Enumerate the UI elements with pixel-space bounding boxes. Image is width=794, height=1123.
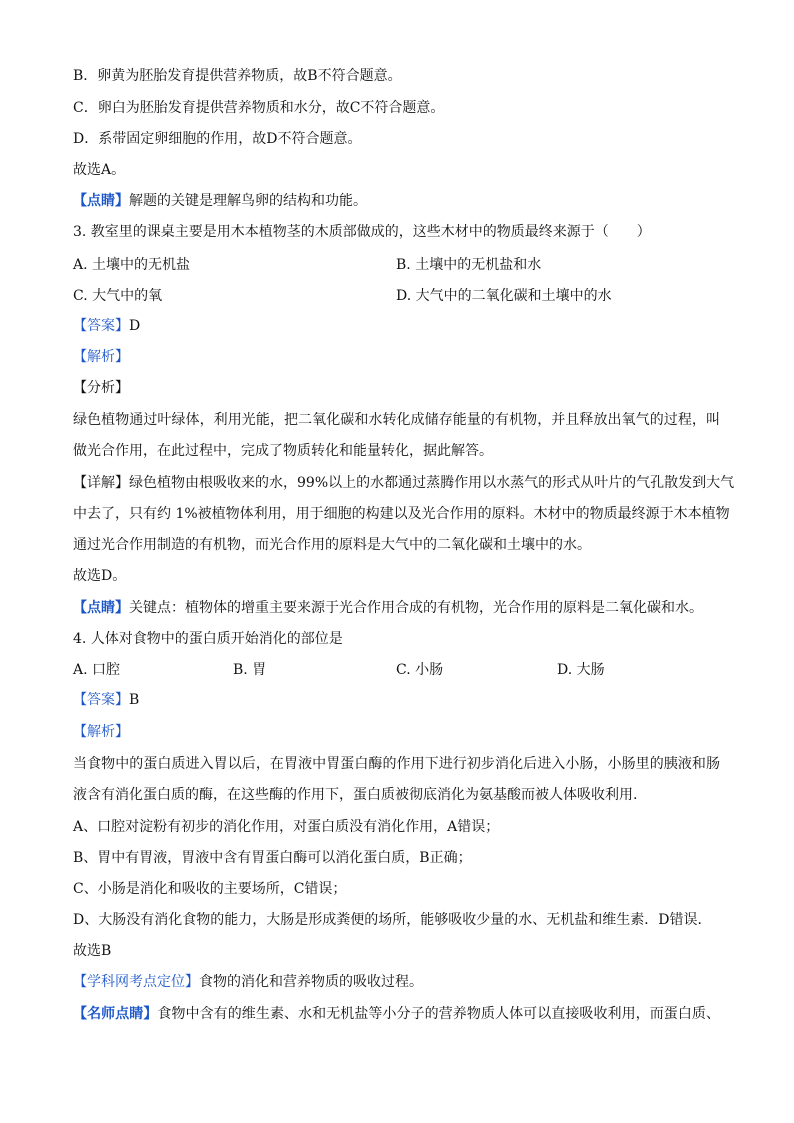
detail-text: 绿色植物由根吸收来的水，99%以上的水都通过蒸腾作用以水蒸气的形式从叶片的气孔散发到大气	[129, 475, 735, 491]
q3-answer	[73, 318, 723, 335]
q4-analysis-line: 液含有消化蛋白质的酶，在这些酶的作用下，蛋白质被彻底消化为氨基酸而被人体吸收利用.	[73, 787, 638, 803]
kaodian-text: 食物的消化和营养物质的吸收过程。	[199, 974, 423, 990]
q2-option-c-explanation: C．卵白为胚胎发育提供营养物质和水分，故C不符合题意。	[73, 100, 445, 116]
dianjing-label: 【点睛】	[73, 193, 129, 209]
q3-option-b: B. 土壤中的无机盐和水	[396, 257, 542, 273]
q3-option-d: D. 大气中的二氧化碳和土壤中的水	[396, 288, 612, 304]
q4-analysis-label: 【解析】	[73, 724, 129, 740]
q3-detail-line: 中去了，只有约 1%被植物体利用，用于细胞的构建以及光合作用的原料。木材中的物质最终源于木本植物	[73, 506, 730, 522]
q3-options-row-2	[73, 288, 723, 305]
detail-label: 【详解】	[73, 475, 129, 491]
q3-detail-line	[73, 475, 735, 492]
q2-option-b-explanation: B．卵黄为胚胎发育提供营养物质，故B不符合题意。	[73, 68, 402, 84]
q4-kaodian	[73, 974, 723, 991]
mingshi-label: 【名师点睛】	[73, 1006, 158, 1022]
q4-explain-a: A、口腔对淀粉有初步的消化作用，对蛋白质没有消化作用，A错误；	[73, 819, 500, 835]
answer-value: B	[129, 692, 140, 708]
q4-explain-c: C、小肠是消化和吸收的主要场所，C错误；	[73, 881, 347, 897]
kaodian-label: 【学科网考点定位】	[73, 974, 199, 990]
q4-mingshi	[73, 1006, 720, 1023]
q2-conclusion: 故选A。	[73, 162, 126, 178]
q4-options-row	[73, 662, 723, 679]
q4-stem: 4. 人体对食物中的蛋白质开始消化的部位是	[73, 631, 343, 647]
q4-answer	[73, 692, 723, 709]
dianjing-text: 关键点：植物体的增重主要来源于光合作用合成的有机物，光合作用的原料是二氧化碳和水。	[129, 600, 703, 616]
q4-explain-b: B、胃中有胃液，胃液中含有胃蛋白酶可以消化蛋白质，B正确；	[73, 850, 472, 866]
dianjing-label: 【点睛】	[73, 600, 129, 616]
q4-option-c: C. 小肠	[396, 662, 444, 678]
q2-dianjing	[73, 193, 723, 210]
q3-conclusion: 故选D。	[73, 568, 127, 584]
q3-options-row-1	[73, 257, 723, 274]
q3-dianjing	[73, 600, 723, 617]
q3-option-a: A. 土壤中的无机盐	[73, 257, 191, 273]
q4-explain-d: D、大肠没有消化食物的能力，大肠是形成粪便的场所，能够吸收少量的水、无机盐和维生素．D错误．	[73, 912, 712, 928]
q2-option-d-explanation: D．系带固定卵细胞的作用，故D不符合题意。	[73, 131, 362, 147]
q3-stem: 3. 教室里的课桌主要是用木本植物茎的木质部做成的，这些木材中的物质最终来源于（ ）	[73, 224, 651, 240]
q3-fenxi-label: 【分析】	[73, 380, 129, 396]
q4-option-a: A. 口腔	[73, 662, 121, 678]
q3-fenxi-line: 绿色植物通过叶绿体，利用光能，把二氧化碳和水转化成储存能量的有机物，并且释放出氧气的过程，叫	[73, 412, 720, 428]
q4-option-d: D. 大肠	[557, 662, 605, 678]
mingshi-text: 食物中含有的维生素、水和无机盐等小分子的营养物质人体可以直接吸收利用，而蛋白质、	[157, 1006, 721, 1022]
q3-analysis-label: 【解析】	[73, 349, 129, 365]
answer-label: 【答案】	[73, 692, 129, 708]
answer-value: D	[129, 318, 141, 334]
q3-option-c: C. 大气中的氧	[73, 288, 163, 304]
answer-label: 【答案】	[73, 318, 129, 334]
q4-conclusion: 故选B	[73, 943, 112, 959]
q3-detail-line: 通过光合作用制造的有机物，而光合作用的原料是大气中的二氧化碳和土壤中的水。	[73, 537, 591, 553]
q4-analysis-line: 当食物中的蛋白质进入胃以后，在胃液中胃蛋白酶的作用下进行初步消化后进入小肠，小肠里的胰液和肠	[73, 756, 720, 772]
dianjing-text: 解题的关键是理解鸟卵的结构和功能。	[129, 193, 367, 209]
q4-option-b: B. 胃	[233, 662, 267, 678]
q3-fenxi-line: 做光合作用，在此过程中，完成了物质转化和能量转化，据此解答。	[73, 443, 493, 459]
